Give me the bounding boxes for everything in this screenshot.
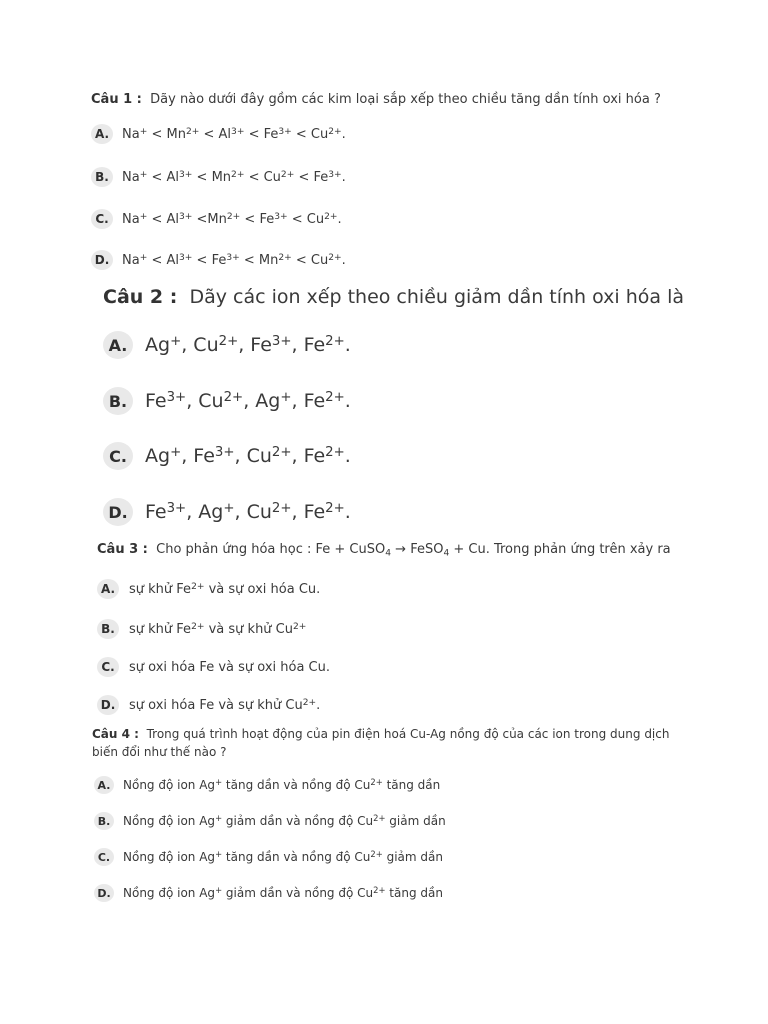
option-letter-badge: D. [103, 498, 133, 526]
option-text: $Na^+ < Al^{3+} <Mn^{2+} < Fe^{3+} < Cu^{2+}$. [122, 211, 342, 227]
option-c[interactable] [97, 657, 330, 677]
option-d[interactable] [94, 884, 443, 902]
option-text: Ag+, $Fe^{3+}$, $Cu^{2+}$, $Fe^{2+}$. [145, 445, 351, 467]
option-text: $Fe^{3+}$, Ag+, $Cu^{2+}$, $Fe^{2+}$. [145, 501, 351, 523]
option-c[interactable] [94, 848, 443, 866]
option-b[interactable] [91, 167, 346, 187]
option-text: sự khử $Fe^{2+}$ và sự khử $Cu^{2+}$ [129, 621, 307, 637]
option-d[interactable] [103, 498, 351, 526]
question-number: Câu 1 : [91, 92, 142, 107]
option-text: sự khử $Fe^{2+}$ và sự oxi hóa Cu. [129, 581, 321, 597]
question-number: Câu 3 : [97, 542, 148, 557]
option-b[interactable] [97, 619, 306, 639]
option-d[interactable] [91, 250, 346, 270]
option-text: $Na^+ < Al^{3+} < Fe^{3+} < Mn^{2+} < Cu^{2+}$. [122, 252, 346, 268]
option-letter-badge: D. [91, 250, 113, 270]
option-letter-badge: A. [97, 579, 119, 599]
option-letter-badge: D. [94, 884, 114, 902]
option-text: sự oxi hóa Fe và sự khử $Cu^{2+}$. [129, 697, 321, 713]
option-b[interactable] [94, 812, 446, 830]
option-text: Nồng độ ion Ag+ giảm dần và nồng độ $Cu^{2+}$ giảm dần [123, 813, 446, 828]
option-letter-badge: B. [103, 387, 133, 415]
question-number: Câu 2 : [103, 286, 178, 308]
question-3-title [97, 542, 671, 557]
option-letter-badge: B. [97, 619, 119, 639]
question-1-title [91, 92, 661, 107]
option-b[interactable] [103, 387, 351, 415]
option-letter-badge: A. [94, 776, 114, 794]
option-a[interactable] [91, 124, 346, 144]
option-a[interactable] [94, 776, 440, 794]
option-c[interactable] [91, 209, 342, 229]
option-letter-badge: C. [97, 657, 119, 677]
question-text: Dãy nào dưới đây gồm các kim loại sắp xếp theo chiều tăng dần tính oxi hóa ? [150, 92, 661, 107]
question-text: Trong quá trình hoạt động của pin điện hoá Cu-Ag nồng độ của các ion trong dung dịch biến đổi như thế nào ? [92, 727, 670, 759]
option-a[interactable] [97, 579, 320, 599]
option-letter-badge: A. [91, 124, 113, 144]
option-text: sự oxi hóa Fe và sự oxi hóa Cu. [129, 659, 330, 675]
option-letter-badge: C. [103, 442, 133, 470]
option-text: Ag+, $Cu^{2+}$, $Fe^{3+}$, $Fe^{2+}$. [145, 334, 351, 356]
option-c[interactable] [103, 442, 351, 470]
option-text: Nồng độ ion Ag+ tăng dần và nồng độ $Cu^{2+}$ tăng dần [123, 777, 441, 792]
question-number: Câu 4 : [92, 727, 139, 741]
option-text: $Fe^{3+}$, $Cu^{2+}$, Ag+, $Fe^{2+}$. [145, 390, 351, 412]
option-text: Nồng độ ion Ag+ tăng dần và nồng độ $Cu^{2+}$ giảm dần [123, 849, 443, 864]
option-text: $Na^+ < Al^{3+} < Mn^{2+} < Cu^{2+} < Fe^{3+}$. [122, 169, 346, 185]
option-letter-badge: C. [91, 209, 113, 229]
option-letter-badge: A. [103, 331, 133, 359]
option-letter-badge: D. [97, 695, 119, 715]
question-text: Dãy các ion xếp theo chiều giảm dần tính oxi hóa là [189, 286, 685, 308]
option-letter-badge: C. [94, 848, 114, 866]
question-2-title [103, 286, 684, 308]
option-a[interactable] [103, 331, 351, 359]
option-letter-badge: B. [94, 812, 114, 830]
question-text: Cho phản ứng hóa học : Fe + CuSO$_4$ → FeSO$_4$ + Cu. Trong phản ứng trên xảy ra [156, 542, 671, 559]
option-text: $Na^+ < Mn^{2+} < Al^{3+} < Fe^{3+} < Cu^{2+}$. [122, 126, 346, 142]
option-letter-badge: B. [91, 167, 113, 187]
option-text: Nồng độ ion Ag+ giảm dần và nồng độ $Cu^{2+}$ tăng dần [123, 885, 443, 900]
question-4-title [92, 725, 692, 761]
option-d[interactable] [97, 695, 320, 715]
